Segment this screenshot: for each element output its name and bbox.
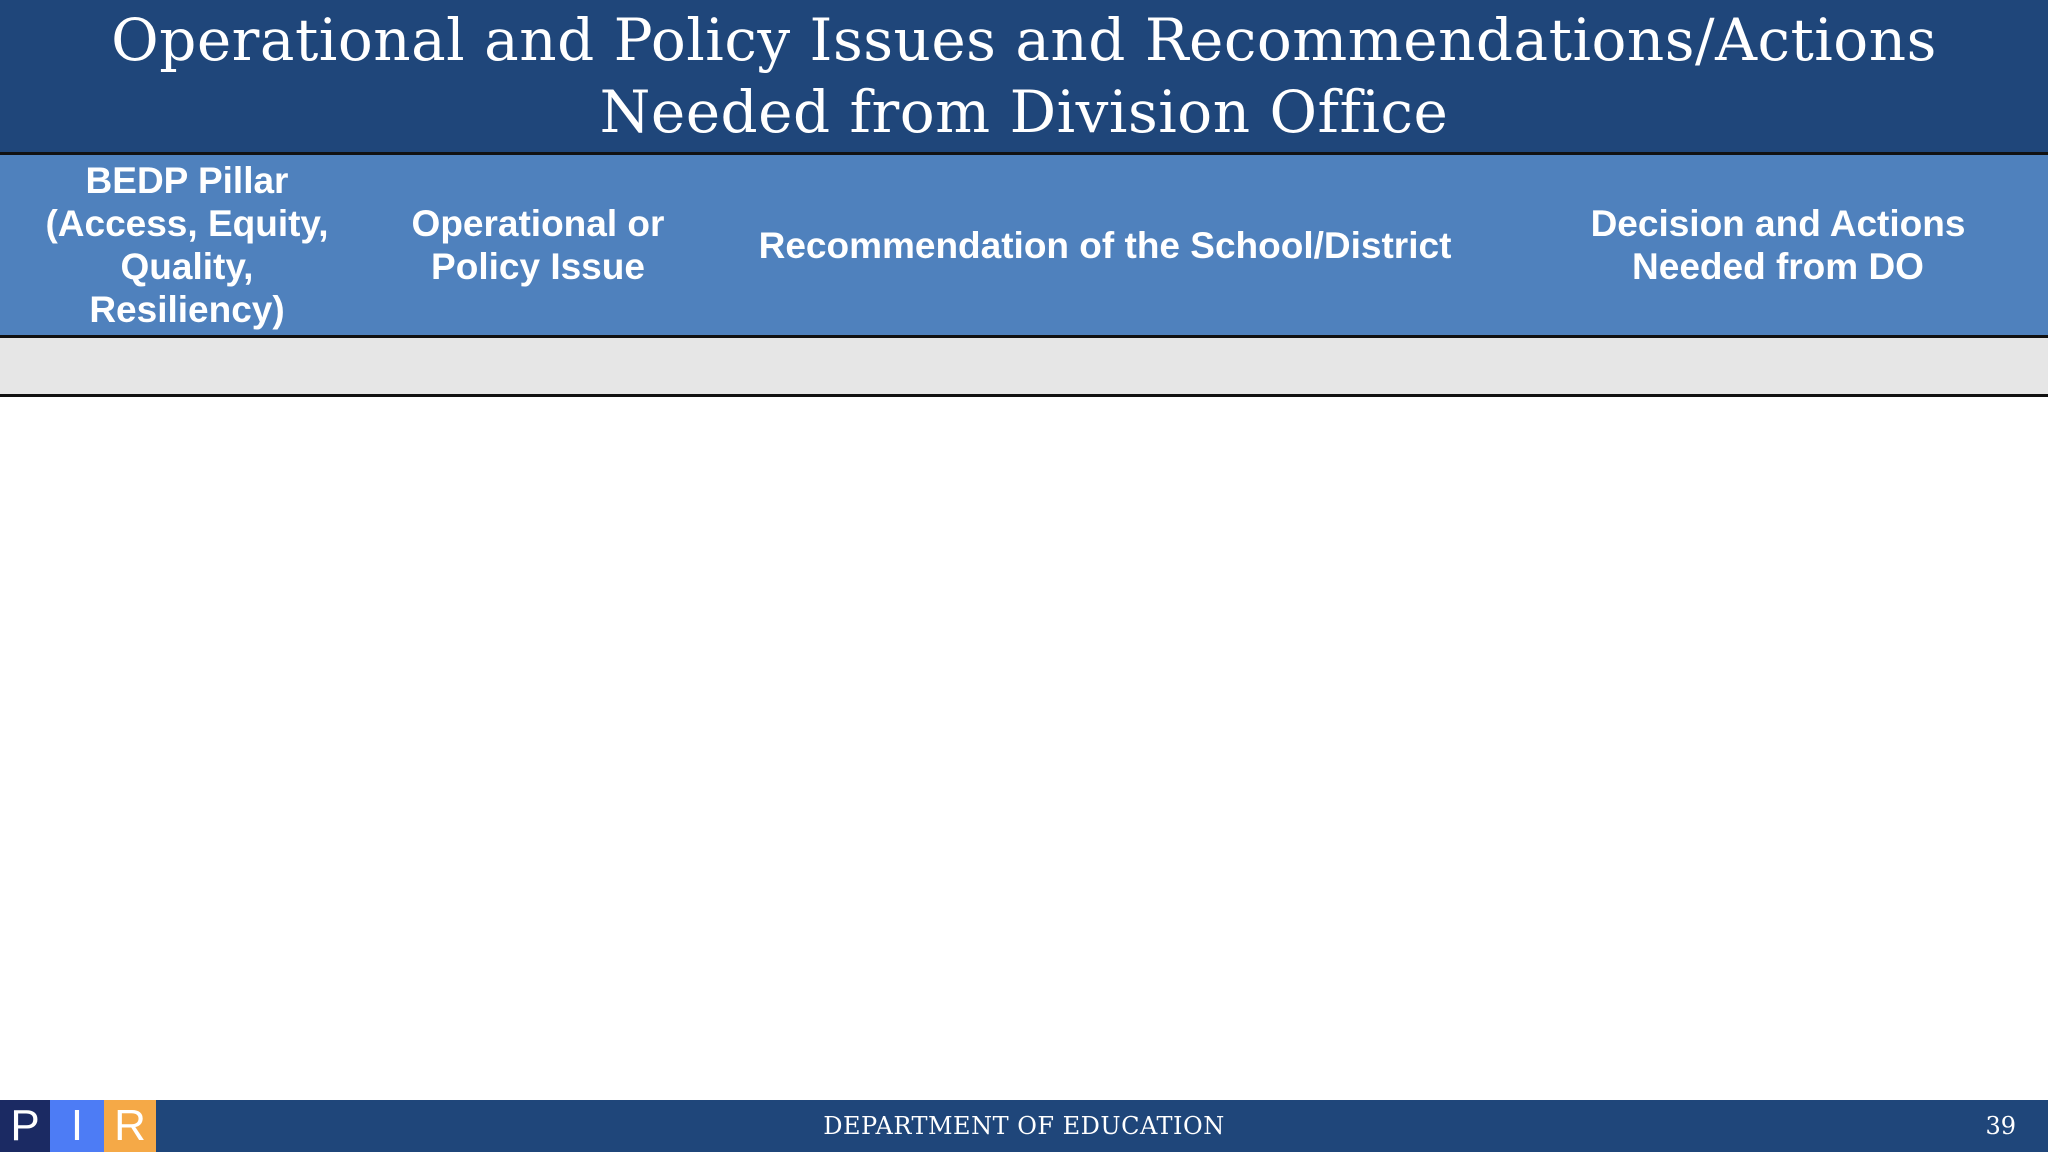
header-decision-and-actions — [1508, 155, 2048, 335]
slide-title-line-2: Needed from Division Office — [599, 78, 1449, 146]
header-recommendation — [702, 155, 1508, 335]
header-line: BEDP Pillar — [85, 160, 289, 201]
header-line: Policy Issue — [431, 246, 645, 287]
table-cell[interactable] — [374, 338, 702, 394]
footer-bar — [0, 1100, 2048, 1152]
header-line: Resiliency) — [89, 289, 285, 330]
header-operational-or-policy-issue — [374, 155, 702, 335]
header-line: Decision and Actions — [1590, 203, 1966, 244]
table-header-row — [0, 152, 2048, 338]
logo-letter-p: P — [0, 1100, 50, 1152]
header-bedp-pillar — [0, 155, 374, 335]
header-line: Recommendation of the School/District — [758, 224, 1452, 266]
slide-title-line-1: Operational and Policy Issues and Recommendations/Actions — [111, 6, 1937, 74]
header-line: Operational or — [411, 203, 665, 244]
title-bar — [0, 0, 2048, 152]
table-cell[interactable] — [702, 338, 1508, 394]
table-cell[interactable] — [0, 338, 374, 394]
page-number: 39 — [1985, 1112, 2016, 1140]
logo-letter-i: I — [50, 1100, 104, 1152]
header-line: Needed from DO — [1632, 246, 1924, 287]
header-line: (Access, Equity, — [45, 203, 329, 244]
footer-department: DEPARTMENT OF EDUCATION — [823, 1112, 1225, 1140]
table-row — [0, 338, 2048, 397]
issues-table — [0, 152, 2048, 397]
logo-letter-r: R — [104, 1100, 156, 1152]
header-line: Quality, — [120, 246, 254, 287]
pir-logo — [0, 1100, 156, 1152]
table-cell[interactable] — [1508, 338, 2048, 394]
